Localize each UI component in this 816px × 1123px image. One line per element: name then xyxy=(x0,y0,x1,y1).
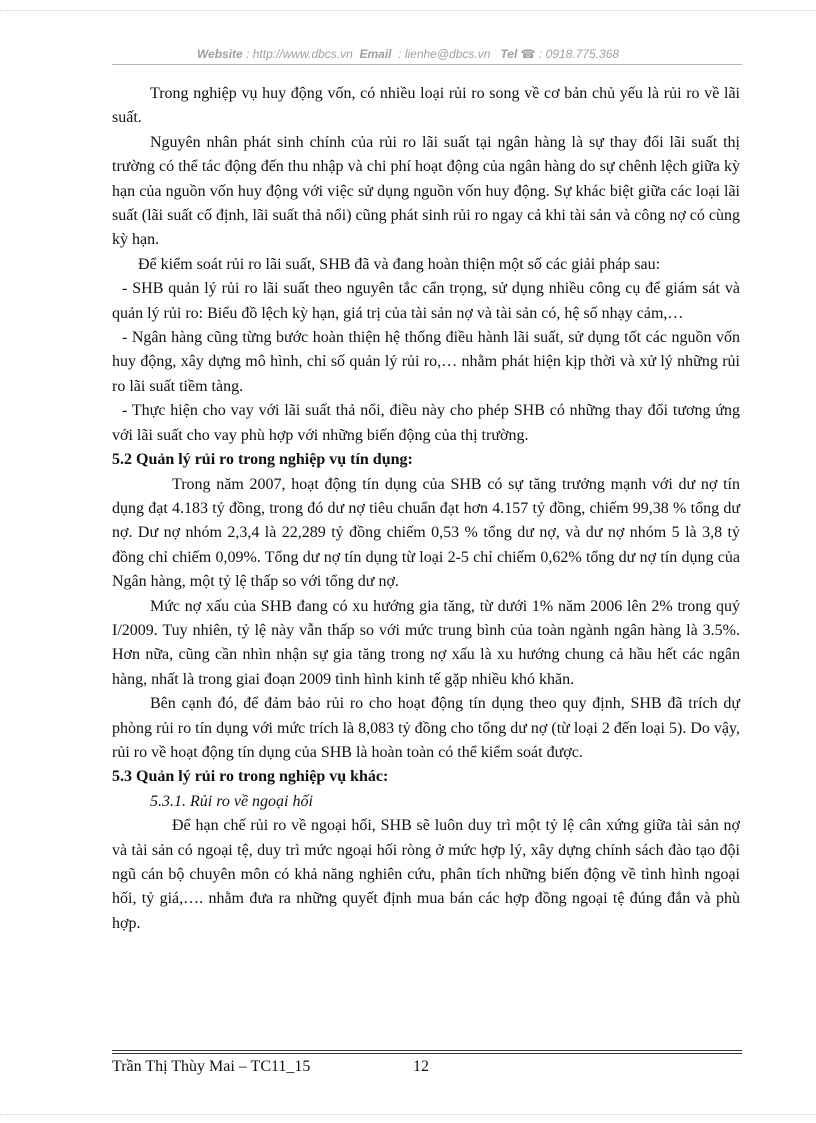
footer-rule-bottom xyxy=(112,1053,742,1054)
website-separator: : xyxy=(242,47,253,61)
intro-paragraph-1: Trong nghiệp vụ huy động vốn, có nhiều loại rủi ro song về cơ bản chủ yếu là rủi ro về lãi suất. xyxy=(112,85,740,127)
tel-value: 0918.775.368 xyxy=(545,47,620,61)
footer-author: Trần Thị Thùy Mai – TC11_15 xyxy=(112,1058,311,1075)
intro-paragraph-2: Nguyên nhân phát sinh chính của rủi ro lãi suất tại ngân hàng là sự thay đổi lãi suất thị trường có thể tác động đến thu nhập và chi phí hoạt động của ngân hàng do sự chênh lệch giữa kỳ hạn của nguồn vốn huy động với việc sử dụng nguồn vốn huy động. Sự khác biệt giữa các loại lãi suất (lãi suất cố định, lãi suất thả nổi) cũng phát sinh rủi ro ngay cả khi tài sản và công nợ có cùng kỳ hạn. xyxy=(112,133,740,249)
email-value: lienhe@dbcs.vn xyxy=(404,47,491,61)
bullet-item-3: - Thực hiện cho vay với lãi suất thả nổi, điều này cho phép SHB có những thay đổi tương ứng với lãi suất cho vay phù hợp với những biến động của thị trường. xyxy=(112,402,740,444)
section-heading-5-2: 5.2 Quản lý rủi ro trong nghiệp vụ tín dụng: xyxy=(112,451,413,469)
page-header xyxy=(0,47,816,61)
header-rule xyxy=(112,64,742,65)
bullet-item-2: - Ngân hàng cũng từng bước hoàn thiện hệ thống điều hành lãi suất, sử dụng tốt các nguồn vốn huy động, xây dựng mô hình, chỉ số quản lý rủi ro,… nhằm phát hiện kịp thời và xử lý những rủi ro lãi suất tiềm tàng. xyxy=(112,329,740,395)
website-label: Website xyxy=(196,47,243,61)
subsection-heading-5-3-1: 5.3.1. Rủi ro về ngoại hối xyxy=(150,792,313,810)
page-number: 12 xyxy=(413,1058,429,1075)
email-label: Email xyxy=(359,47,392,61)
section-5-2-paragraph-2: Mức nợ xấu của SHB đang có xu hướng gia tăng, từ dưới 1% năm 2006 lên 2% trong quý I/2009. Tuy nhiên, tỷ lệ này vẫn thấp so với mức trung bình của toàn ngành ngân hàng là 3.5%. Hơn nữa, cũng cần nhìn nhận sự gia tăng trong nợ xấu là xu hướng chung cả hầu hết các ngân hàng, nhất là trong giai đoạn 2009 tình hình kinh tế gặp nhiều khó khăn. xyxy=(112,597,740,688)
tel-label: Tel xyxy=(500,47,518,61)
intro-paragraph-3: Để kiểm soát rủi ro lãi suất, SHB đã và đang hoàn thiện một số các giải pháp sau: xyxy=(138,255,661,273)
header-gap xyxy=(490,47,500,61)
section-5-2-paragraph-1: Trong năm 2007, hoạt động tín dụng của SHB có sự tăng trưởng mạnh với dư nợ tín dụng đạt 4.183 tỷ đồng, trong đó dư nợ tiêu chuẩn đạt hơn 4.157 tỷ đồng, chiếm 99,38 % tổng dư nợ. Dư nợ nhóm 2,3,4 là 22,289 tỷ đồng chiếm 0,53 % tổng dư nợ, và dư nợ nhóm 5 là 3,8 tỷ đồng chỉ chiếm 0,09%. Tổng dư nợ tín dụng từ loại 2-5 chỉ chiếm 0,62% tổng dư nợ tín dụng của Ngân hàng, một tỷ lệ thấp so với tổng dư nợ. xyxy=(112,475,740,591)
tel-separator: : xyxy=(535,47,546,61)
page-edge-bottom xyxy=(0,1114,816,1115)
email-separator: : xyxy=(391,47,405,61)
document-body xyxy=(112,82,740,936)
section-5-2-paragraph-3: Bên cạnh đó, để đảm bảo rủi ro cho hoạt động tín dụng theo quy định, SHB đã trích dự phòng rủi ro tín dụng với mức trích là 8,083 tỷ đồng cho tổng dư nợ (từ loại 2 đến loại 5). Do vậy, rủi ro về hoạt động tín dụng của SHB là hoàn toàn có thể kiểm soát được. xyxy=(112,695,740,761)
footer-rule-top xyxy=(112,1050,742,1051)
section-5-3-1-paragraph: Để hạn chế rủi ro về ngoại hối, SHB sẽ luôn duy trì một tỷ lệ cân xứng giữa tài sản nợ và tài sản có ngoại tệ, duy trì mức ngoại hối ròng ở mức hợp lý, xây dựng chính sách đào tạo đội ngũ cán bộ chuyên môn có khả năng nghiên cứu, phân tích những biến động về tình hình ngoại hối, tỷ giá,…. nhằm đưa ra những quyết định mua bán các hợp đồng ngoại tệ đúng đắn và phù hợp. xyxy=(112,817,740,932)
bullet-item-1: - SHB quản lý rủi ro lãi suất theo nguyên tắc cẩn trọng, sử dụng nhiều công cụ để giám sát và quản lý rủi ro: Biểu đồ lệch kỳ hạn, giá trị của tài sản nợ và tài sản có, hệ số nhạy cảm,… xyxy=(112,280,740,322)
section-heading-5-3: 5.3 Quản lý rủi ro trong nghiệp vụ khác: xyxy=(112,768,389,786)
website-value: http://www.dbcs.vn xyxy=(252,47,353,61)
page-edge-top xyxy=(0,10,816,11)
phone-icon: ☎ xyxy=(520,47,536,61)
